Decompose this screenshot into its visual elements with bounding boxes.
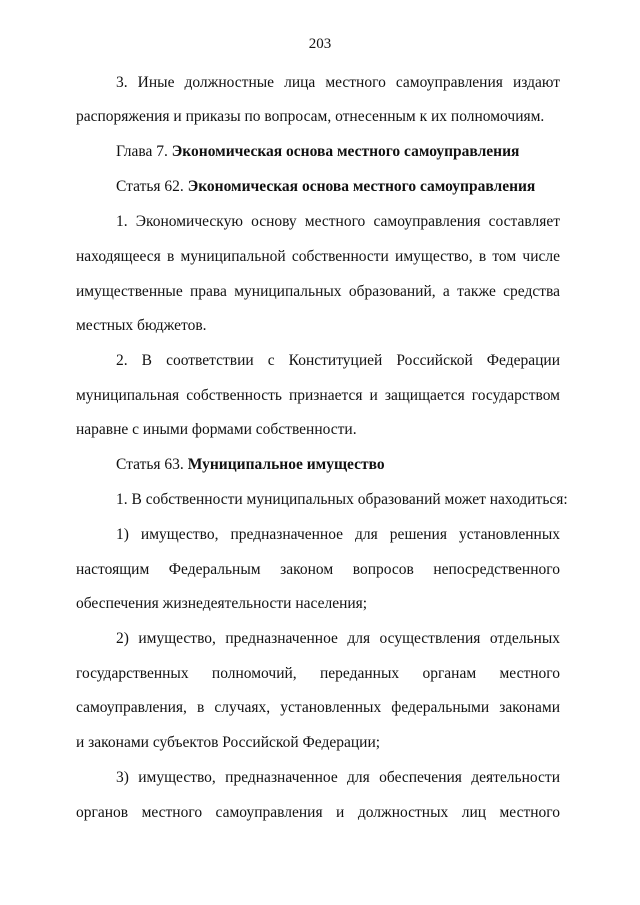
text-line: самоуправления, в случаях, установленных федеральными законами: [76, 699, 560, 716]
text-line: 3. Иные должностные лица местного самоуправления издают: [116, 74, 560, 91]
text-line: наравне с иными формами собственности.: [76, 421, 357, 438]
text-line: органов местного самоуправления и должностных лиц местного: [76, 804, 560, 821]
heading-title: Экономическая основа местного самоуправления: [187, 178, 536, 195]
text-line: муниципальная собственность признается и защищается государством: [76, 387, 560, 404]
heading-prefix: Статья 62.: [116, 178, 188, 195]
text-line: настоящим Федеральным законом вопросов непосредственного: [76, 561, 560, 578]
text-line: обеспечения жизнедеятельности населения;: [76, 595, 368, 612]
text-line: находящееся в муниципальной собственности имущество, в том числе: [76, 248, 560, 265]
text-line: распоряжения и приказы по вопросам, отнесенным к их полномочиям.: [76, 108, 545, 125]
text-line: местных бюджетов.: [76, 317, 207, 334]
chapter-heading: [116, 142, 560, 162]
article-heading: [116, 177, 560, 197]
text-line: и законами субъектов Российской Федерации;: [76, 734, 381, 751]
page-number: 203: [308, 36, 332, 52]
text-line: 1. Экономическую основу местного самоуправления составляет: [116, 213, 560, 230]
text-line: государственных полномочий, переданных органам местного: [76, 665, 560, 682]
text-line: 1. В собственности муниципальных образований может находиться:: [116, 491, 568, 508]
text-line: имущественные права муниципальных образований, а также средства: [76, 283, 560, 300]
text-line: 3) имущество, предназначенное для обеспечения деятельности: [116, 769, 560, 786]
text-line: 2. В соответствии с Конституцией Российской Федерации: [116, 352, 560, 369]
heading-title: Муниципальное имущество: [187, 456, 385, 473]
article-heading: [116, 455, 560, 475]
text-line: 1) имущество, предназначенное для решения установленных: [116, 526, 560, 543]
heading-title: Экономическая основа местного самоуправления: [171, 143, 520, 160]
heading-prefix: Глава 7.: [116, 143, 172, 160]
text-line: 2) имущество, предназначенное для осуществления отдельных: [116, 630, 560, 647]
heading-prefix: Статья 63.: [116, 456, 188, 473]
